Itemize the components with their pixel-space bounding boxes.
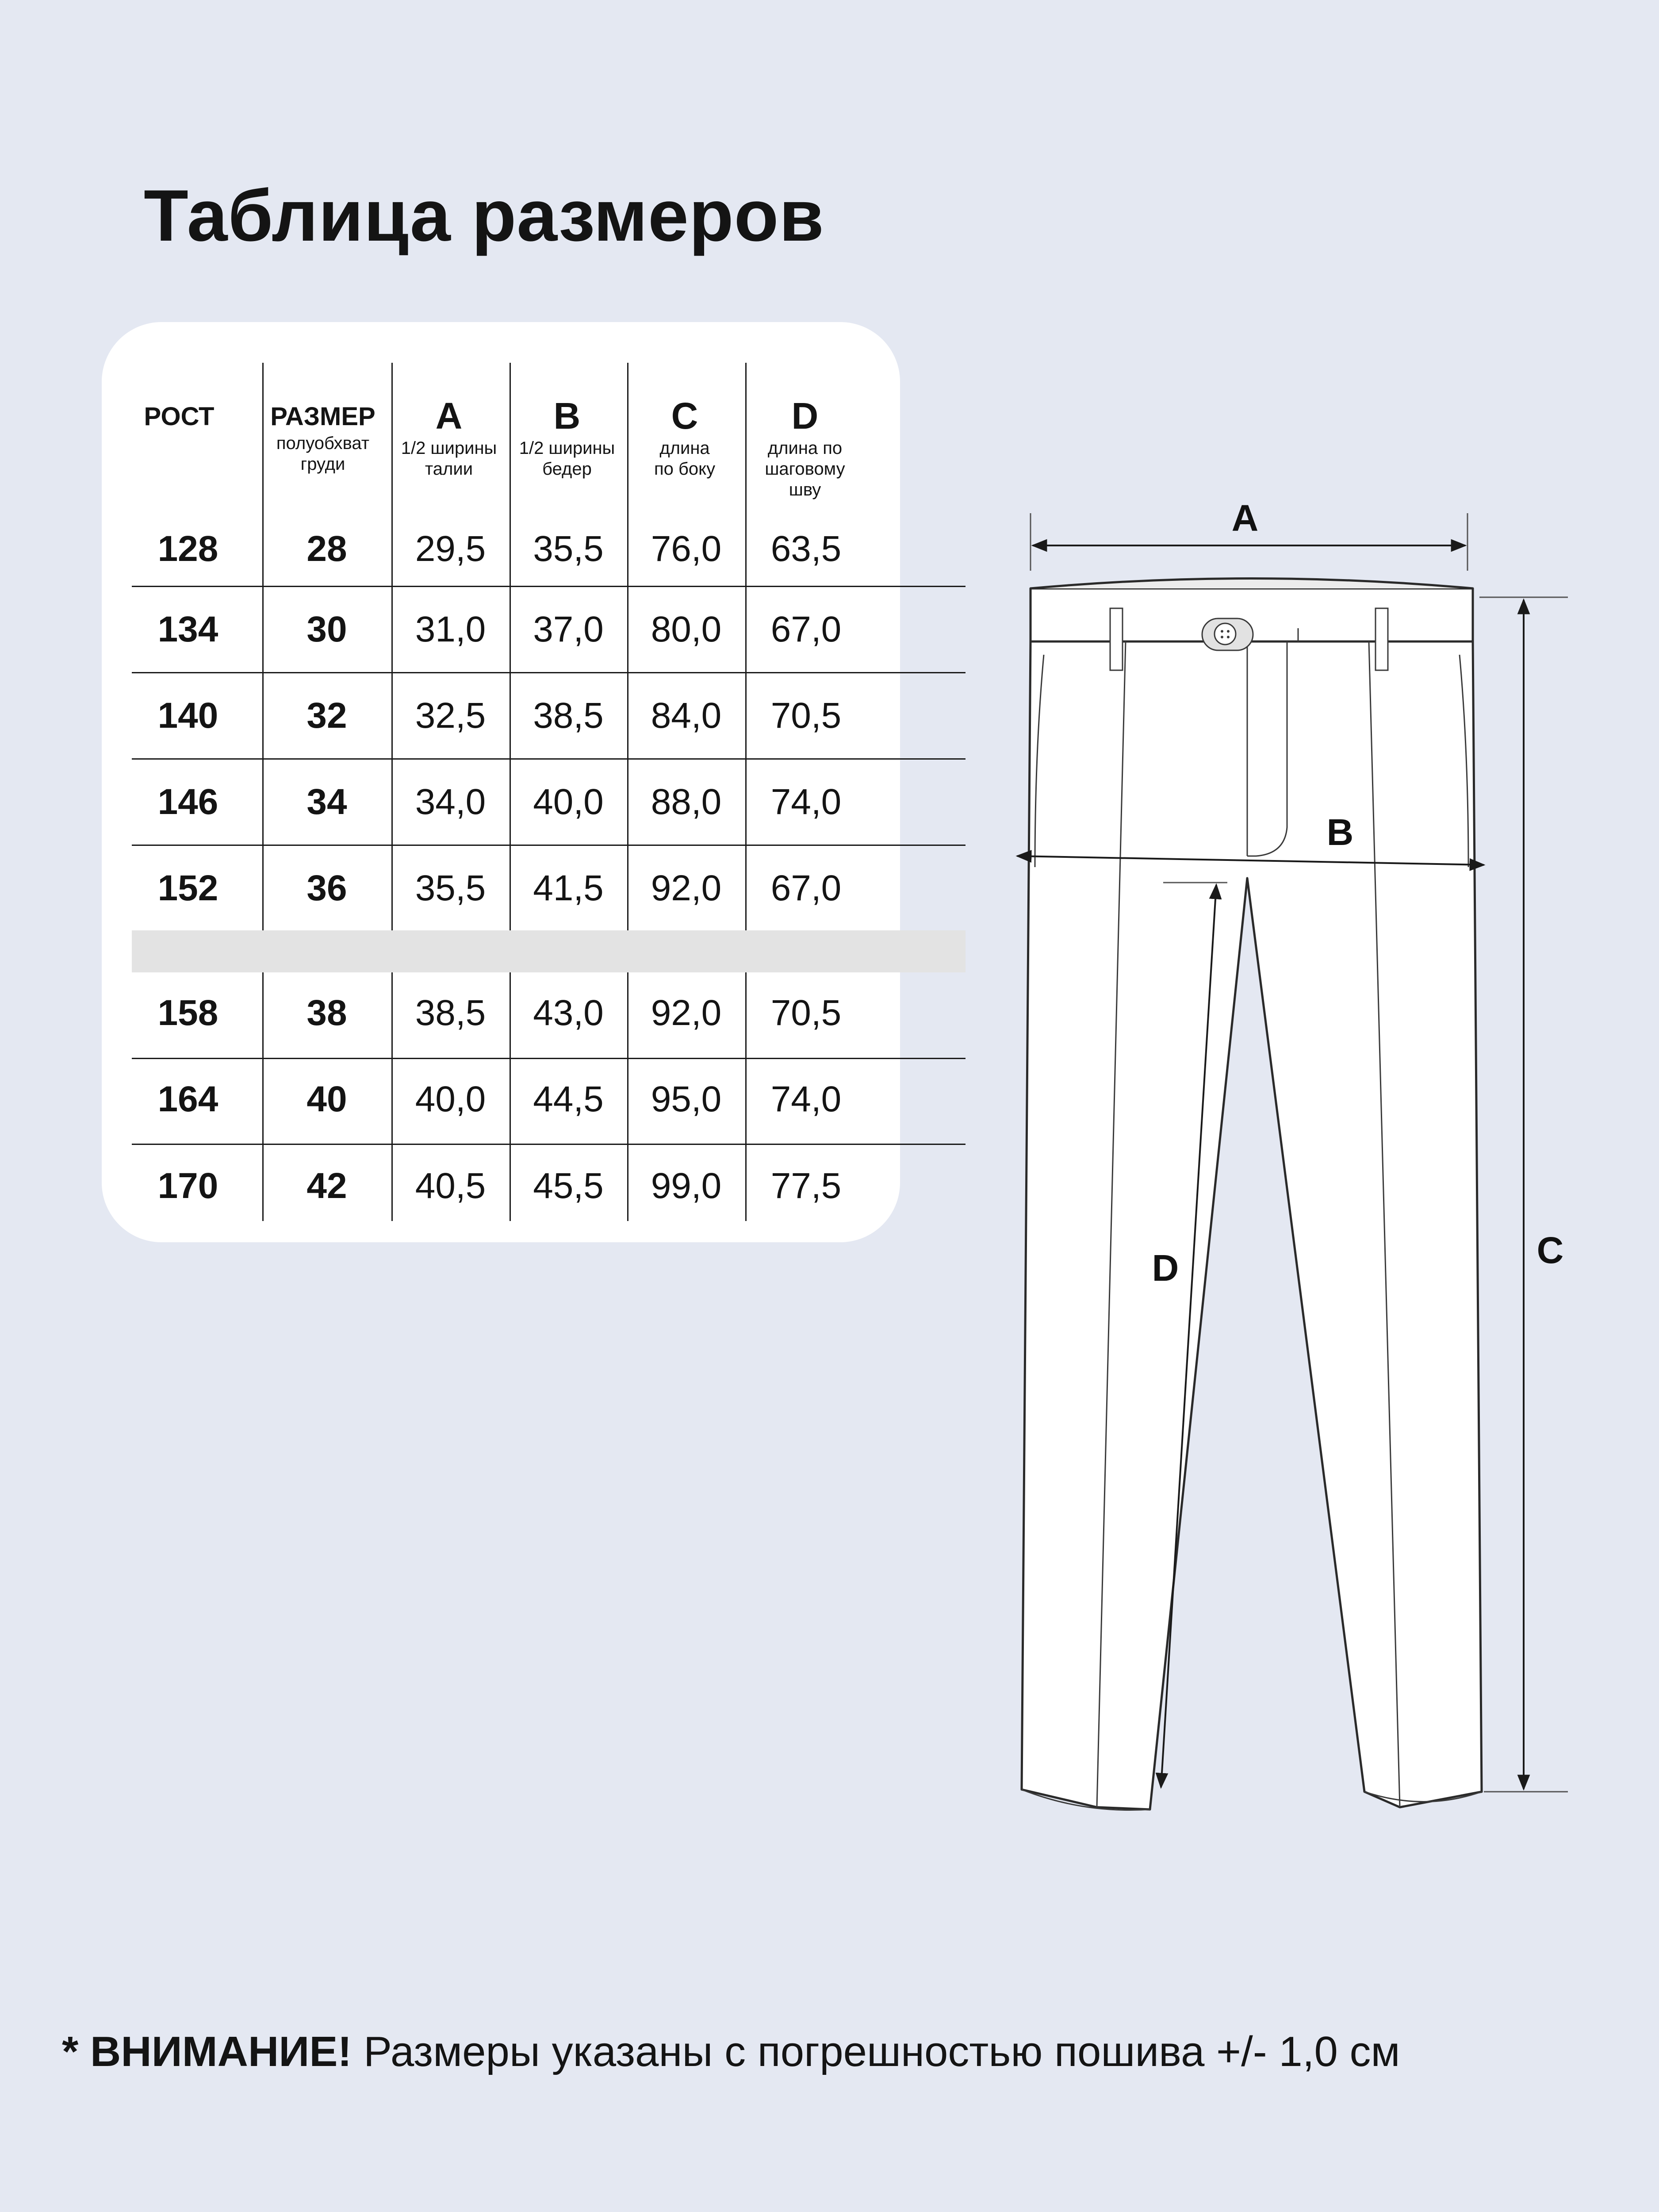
- cell-d: 70,5: [770, 993, 842, 1033]
- dimension-c-label: C: [1536, 1229, 1564, 1271]
- cell-size: 40: [307, 1079, 347, 1119]
- header-label: B: [553, 395, 581, 437]
- cell-height: 146: [157, 782, 218, 822]
- header-sub: длина по боку: [654, 438, 716, 479]
- cell-height: 128: [157, 529, 218, 569]
- cell-height: 164: [157, 1079, 218, 1119]
- cell-d: 77,5: [770, 1166, 842, 1206]
- cell-a: 34,0: [415, 782, 486, 822]
- button-icon: [1202, 618, 1253, 650]
- cell-d: 63,5: [770, 529, 842, 569]
- cell-height: 152: [157, 868, 218, 908]
- cell-a: 32,5: [415, 695, 486, 736]
- cell-size: 36: [307, 868, 347, 908]
- header-label: C: [671, 395, 698, 437]
- cell-size: 28: [307, 529, 347, 569]
- cell-c: 88,0: [651, 782, 722, 822]
- cell-b: 45,5: [533, 1166, 604, 1206]
- cell-b: 40,0: [533, 782, 604, 822]
- trousers-legs: [1022, 641, 1482, 1809]
- cell-b: 41,5: [533, 868, 604, 908]
- cell-height: 170: [157, 1166, 218, 1206]
- cell-b: 37,0: [533, 609, 604, 649]
- footer-text: Размеры указаны с погрешностью пошива +/- 1,0 см: [352, 2028, 1400, 2075]
- cell-size: 42: [307, 1166, 347, 1206]
- header-label: A: [435, 395, 463, 437]
- cell-c: 99,0: [651, 1166, 722, 1206]
- cell-size: 32: [307, 695, 347, 736]
- cell-a: 31,0: [415, 609, 486, 649]
- dimension-d-label: D: [1152, 1247, 1179, 1289]
- cell-d: 70,5: [770, 695, 842, 736]
- cell-a: 38,5: [415, 993, 486, 1033]
- cell-height: 140: [157, 695, 218, 736]
- cell-a: 29,5: [415, 529, 486, 569]
- belt-loop-right: [1375, 608, 1388, 670]
- cell-d: 74,0: [770, 782, 842, 822]
- cell-size: 30: [307, 609, 347, 649]
- trousers-outline: [1022, 579, 1482, 1810]
- footer-warning: * ВНИМАНИЕ!: [62, 2028, 352, 2075]
- header-label: D: [791, 395, 819, 437]
- waistband-top: [1031, 579, 1473, 589]
- cell-d: 67,0: [770, 868, 842, 908]
- cell-b: 43,0: [533, 993, 604, 1033]
- cell-d: 67,0: [770, 609, 842, 649]
- dimension-a-label: A: [1231, 497, 1259, 539]
- cell-b: 38,5: [533, 695, 604, 736]
- header-sub: полуобхват груди: [276, 434, 370, 474]
- header-sub: 1/2 ширины бедер: [519, 438, 615, 479]
- cell-a: 40,5: [415, 1166, 486, 1206]
- cell-size: 34: [307, 782, 347, 822]
- dimension-b-label: B: [1326, 811, 1354, 853]
- belt-loop-left: [1110, 608, 1123, 670]
- cell-a: 35,5: [415, 868, 486, 908]
- cell-c: 92,0: [651, 868, 722, 908]
- cell-c: 92,0: [651, 993, 722, 1033]
- cell-b: 35,5: [533, 529, 604, 569]
- cell-c: 95,0: [651, 1079, 722, 1119]
- cell-c: 80,0: [651, 609, 722, 649]
- footer-note: [62, 2028, 1400, 2075]
- header-label: РАЗМЕР: [270, 402, 375, 431]
- cell-height: 158: [157, 993, 218, 1033]
- cell-c: 76,0: [651, 529, 722, 569]
- header-label: РОСТ: [144, 402, 215, 431]
- header-sub: длина по шаговому шву: [765, 438, 845, 500]
- cell-height: 134: [157, 609, 218, 649]
- header-sub: 1/2 ширины талии: [401, 438, 497, 479]
- cell-size: 38: [307, 993, 347, 1033]
- page-title: Таблица размеров: [144, 175, 824, 256]
- cell-b: 44,5: [533, 1079, 604, 1119]
- cell-c: 84,0: [651, 695, 722, 736]
- cell-d: 74,0: [770, 1079, 842, 1119]
- cell-a: 40,0: [415, 1079, 486, 1119]
